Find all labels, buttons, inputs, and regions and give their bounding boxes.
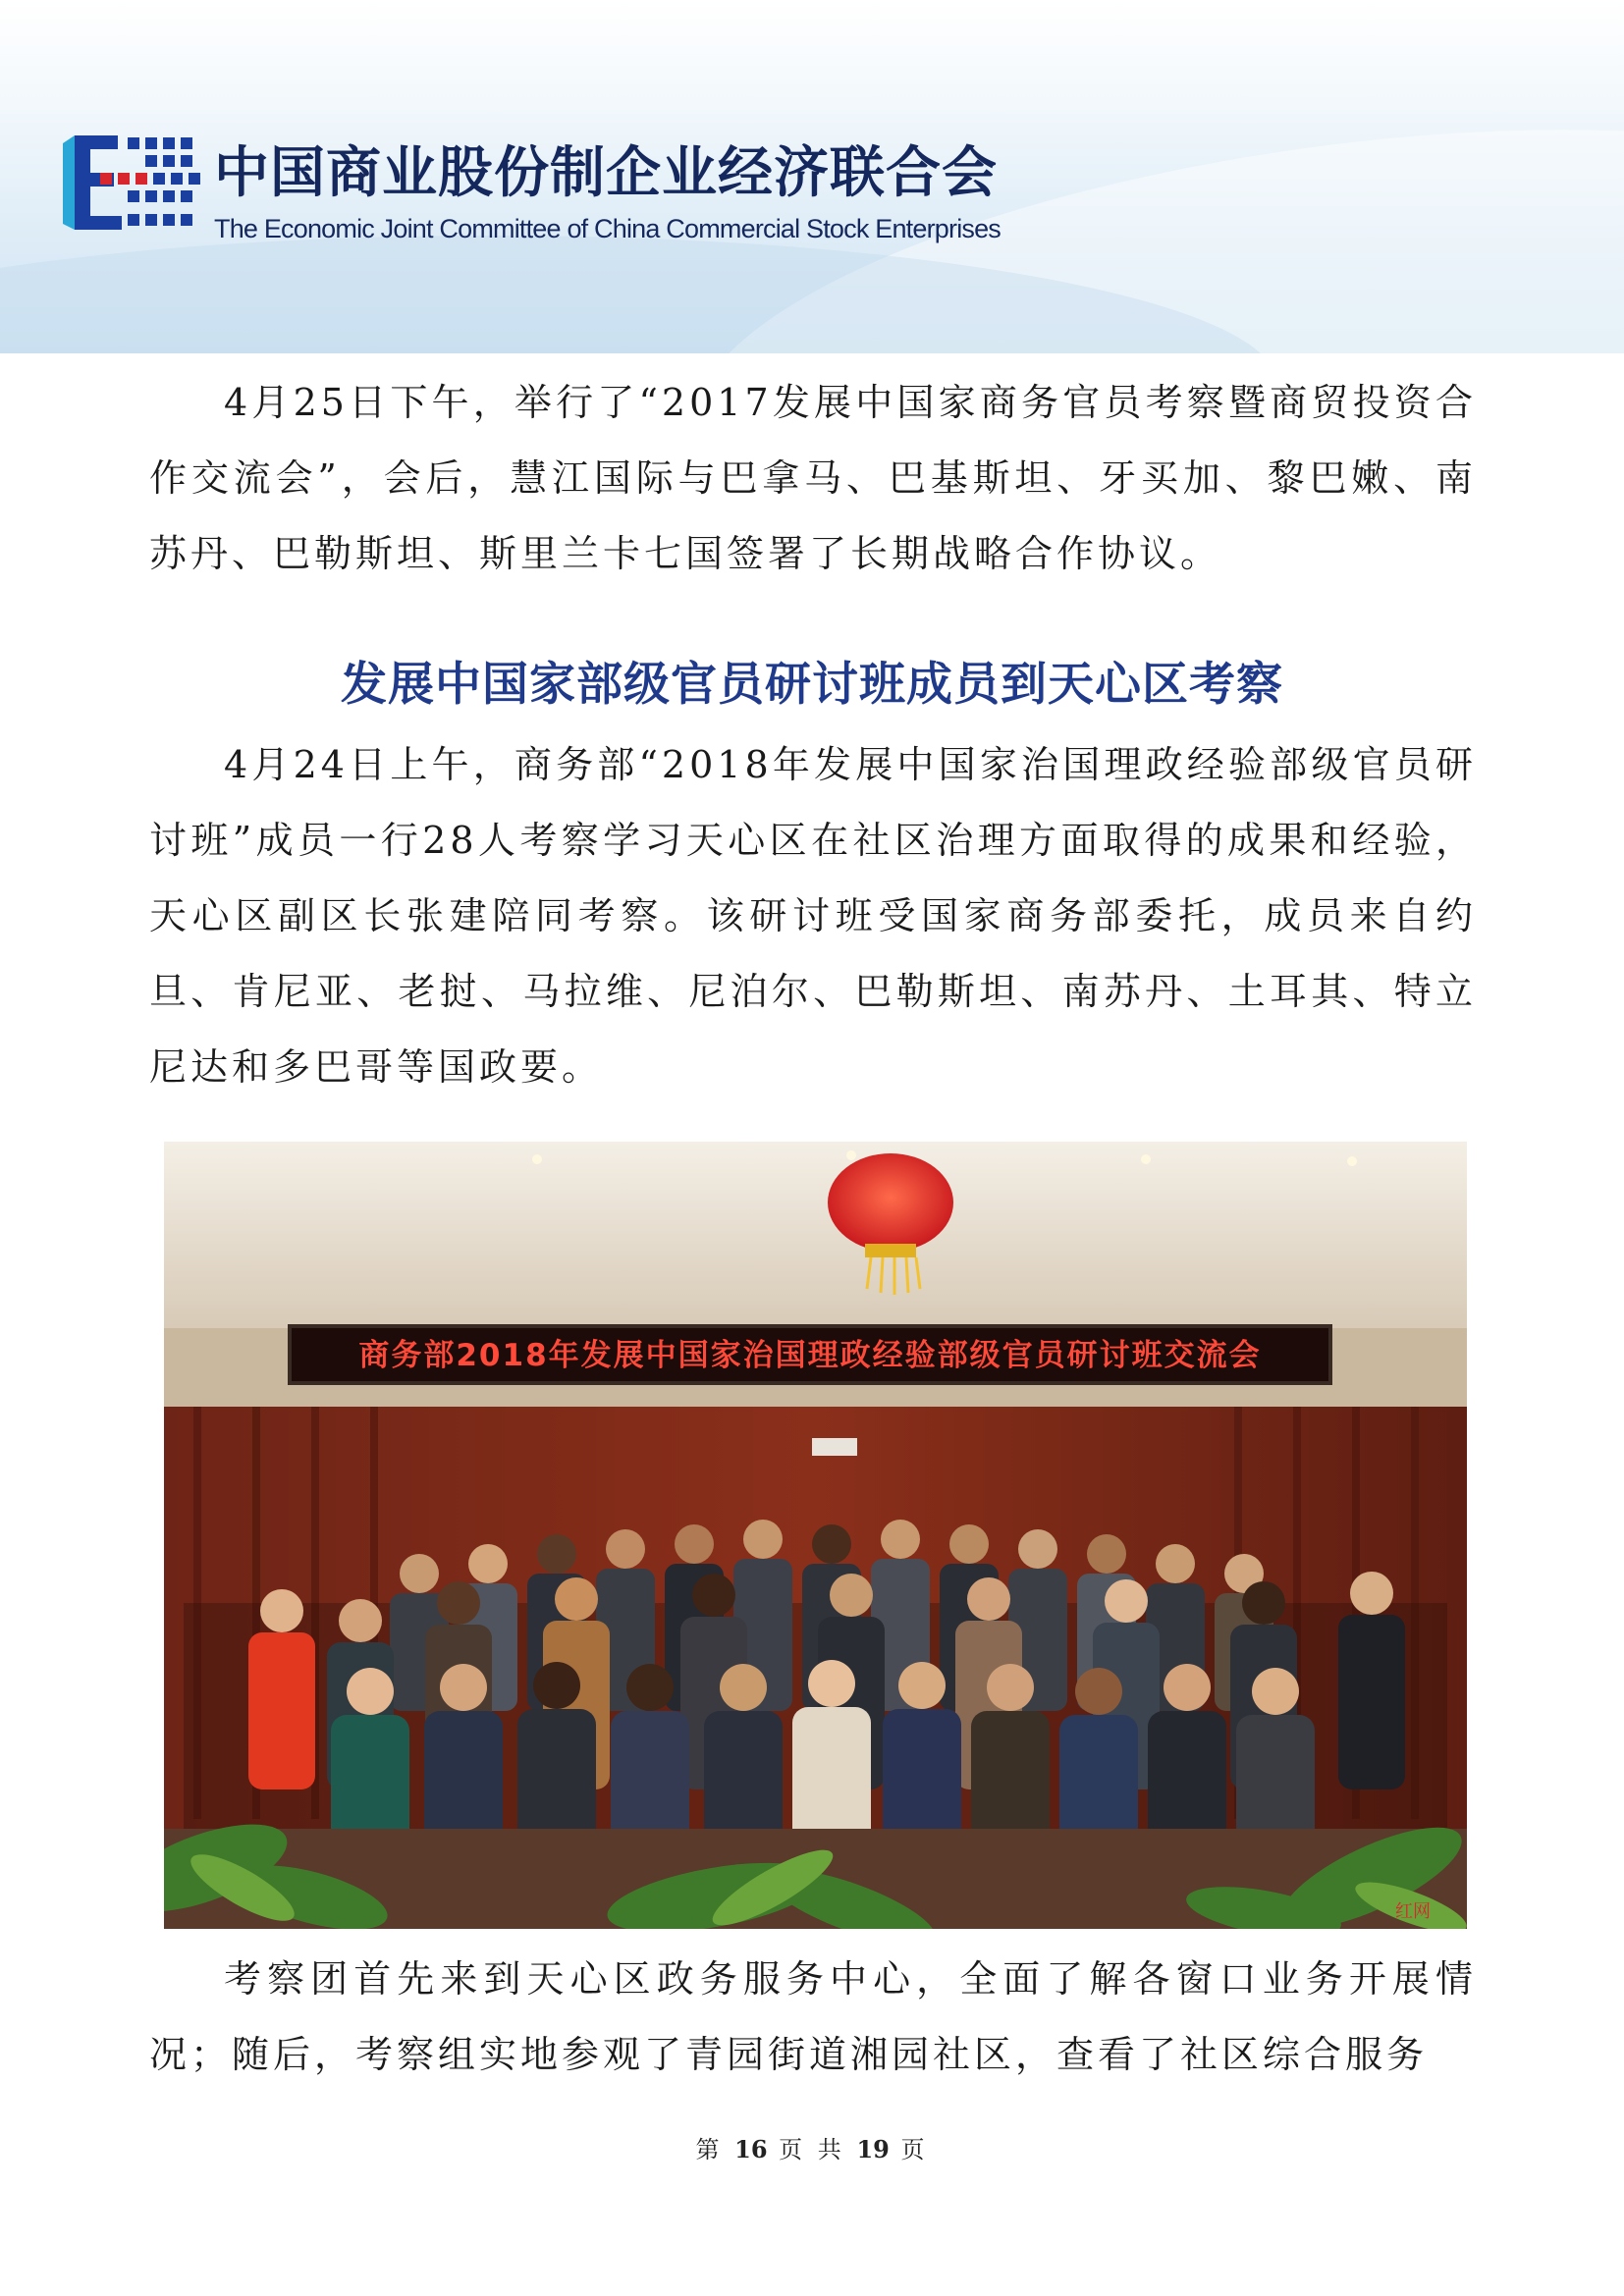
- group-photo: [164, 1142, 1467, 1929]
- page-header: [0, 0, 1624, 353]
- body-paragraph: 考察团首先来到天心区政务服务中心，全面了解各窗口业务开展情况；随后，考察组实地参观了青园街道湘园社区，查看了社区综合服务: [149, 1957, 1477, 2076]
- footer-prefix: 第: [695, 2136, 724, 2163]
- photo-watermark: 红网: [1395, 1901, 1431, 1922]
- total-pages-number: 19: [856, 2135, 890, 2163]
- current-page-number: 16: [734, 2135, 768, 2163]
- section-title: 发展中国家部级官员研讨班成员到天心区考察: [341, 658, 1283, 712]
- body-paragraph: 4月24日上午，商务部“2018年发展中国家治国理政经验部级官员研讨班”成员一行28人考察学习天心区在社区治理方面取得的成果和经验，天心区副区长张建陪同考察。该研讨班受国家商务部委托，成员来自约旦、肯尼亚、老挝、马拉维、尼泊尔、巴勒斯坦、南苏丹、土耳其、特立尼达和多巴哥等国政要。: [149, 743, 1477, 1089]
- footer-middle: 页 共: [779, 2136, 845, 2163]
- organization-logo: [57, 130, 204, 240]
- led-banner-text: 商务部2018年发展中国家治国理政经验部级官员研讨班交流会: [358, 1338, 1262, 1373]
- footer-suffix: 页: [900, 2136, 929, 2163]
- organization-name-cn: 中国商业股份制企业经济联合会: [214, 141, 998, 205]
- organization-name-en: The Economic Joint Committee of China Commercial Stock Enterprises: [214, 214, 1001, 243]
- page-footer: [0, 2130, 1624, 2164]
- body-paragraph: 4月25日下午，举行了“2017发展中国家商务官员考察暨商贸投资合作交流会”，会后，慧江国际与巴拿马、巴基斯坦、牙买加、黎巴嫩、南苏丹、巴勒斯坦、斯里兰卡七国签署了长期战略合作协议。: [149, 381, 1477, 575]
